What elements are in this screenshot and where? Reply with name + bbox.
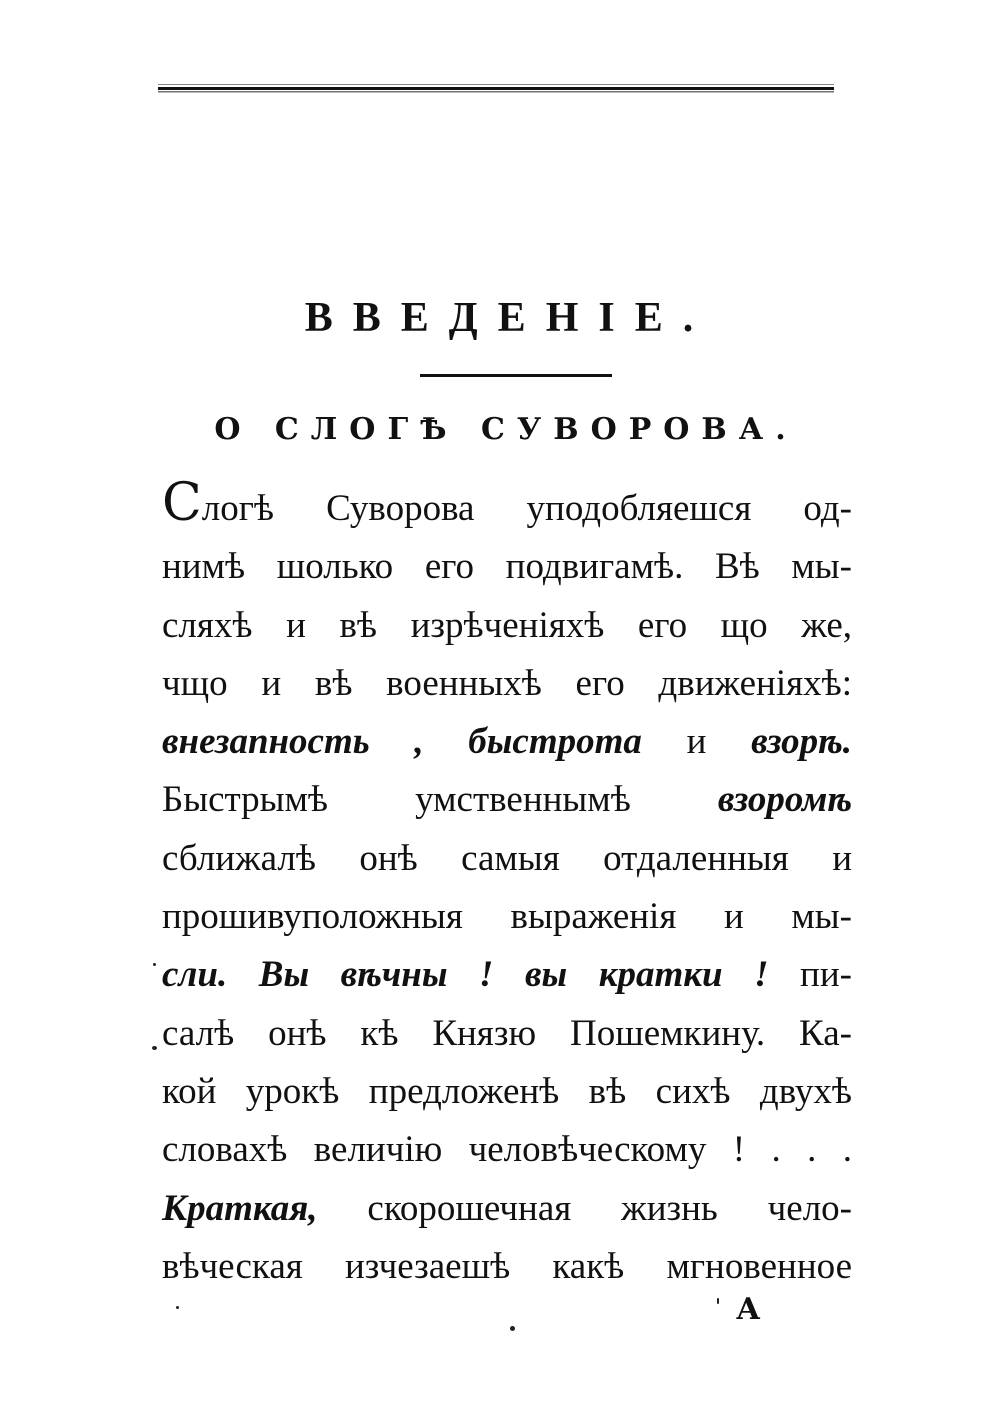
print-speck <box>152 1046 157 1050</box>
text-line <box>162 771 852 829</box>
text-run: пи- <box>768 954 852 996</box>
italic-text: взоромѣ <box>717 779 852 821</box>
text-line <box>162 538 852 596</box>
text-run: Быстрымѣ умственнымѣ <box>162 779 718 821</box>
text-line <box>162 1238 852 1296</box>
text-line <box>162 1063 852 1121</box>
text-line <box>162 655 852 713</box>
text-line <box>162 1180 852 1238</box>
text-line <box>162 597 852 655</box>
body-text <box>162 473 852 1296</box>
print-speck <box>717 1298 719 1304</box>
text-line <box>162 713 852 771</box>
header-ornament-rule <box>158 82 834 94</box>
title-divider <box>420 374 612 377</box>
text-run: нимѣ шолько его подвигамѣ. Вѣ мы- <box>162 546 852 588</box>
text-run: словахѣ величію человѣческому ! . . . <box>162 1129 852 1171</box>
text-line <box>162 888 852 946</box>
text-run: чщо и вѣ военныхѣ его движеніяхѣ: <box>162 662 852 704</box>
text-line <box>162 473 852 538</box>
drop-cap: С <box>162 473 202 533</box>
section-subtitle: О СЛОГѢ СУВОРОВА. <box>214 412 798 447</box>
text-run: кой урокѣ предложенѣ вѣ сихѣ двухѣ <box>162 1070 852 1112</box>
text-run: прошивуположныя выраженія и мы- <box>162 896 852 938</box>
text-line <box>162 946 852 1004</box>
print-speck <box>510 1326 515 1331</box>
text-line <box>162 1121 852 1179</box>
text-run: логѣ Суворова уподобляешся од- <box>201 488 852 529</box>
text-run: и <box>686 721 752 763</box>
italic-text: взорѣ. <box>751 721 852 763</box>
text-run: скорошечная жизнь чело- <box>317 1187 852 1229</box>
text-line <box>162 1005 852 1063</box>
text-run: вѣческая изчезаешѣ какѣ мгновенное <box>162 1245 852 1287</box>
text-run: салѣ онѣ кѣ Князю Пошемкину. Ка- <box>162 1012 852 1054</box>
signature-mark: А <box>736 1292 761 1327</box>
italic-text: сли. Вы вѣчны ! вы кратки ! <box>162 954 769 996</box>
text-run: сближалѣ онѣ самыя отдаленныя и <box>162 837 852 879</box>
print-speck <box>153 963 156 966</box>
italic-text: внезапность , быстрота <box>162 721 687 763</box>
text-run: сляхѣ и вѣ изрѣченіяхѣ его що же, <box>162 604 852 646</box>
chapter-title: ВВЕДЕНІЕ. <box>304 295 714 341</box>
italic-text: Краткая, <box>162 1187 318 1229</box>
print-speck <box>176 1306 179 1309</box>
text-line <box>162 830 852 888</box>
